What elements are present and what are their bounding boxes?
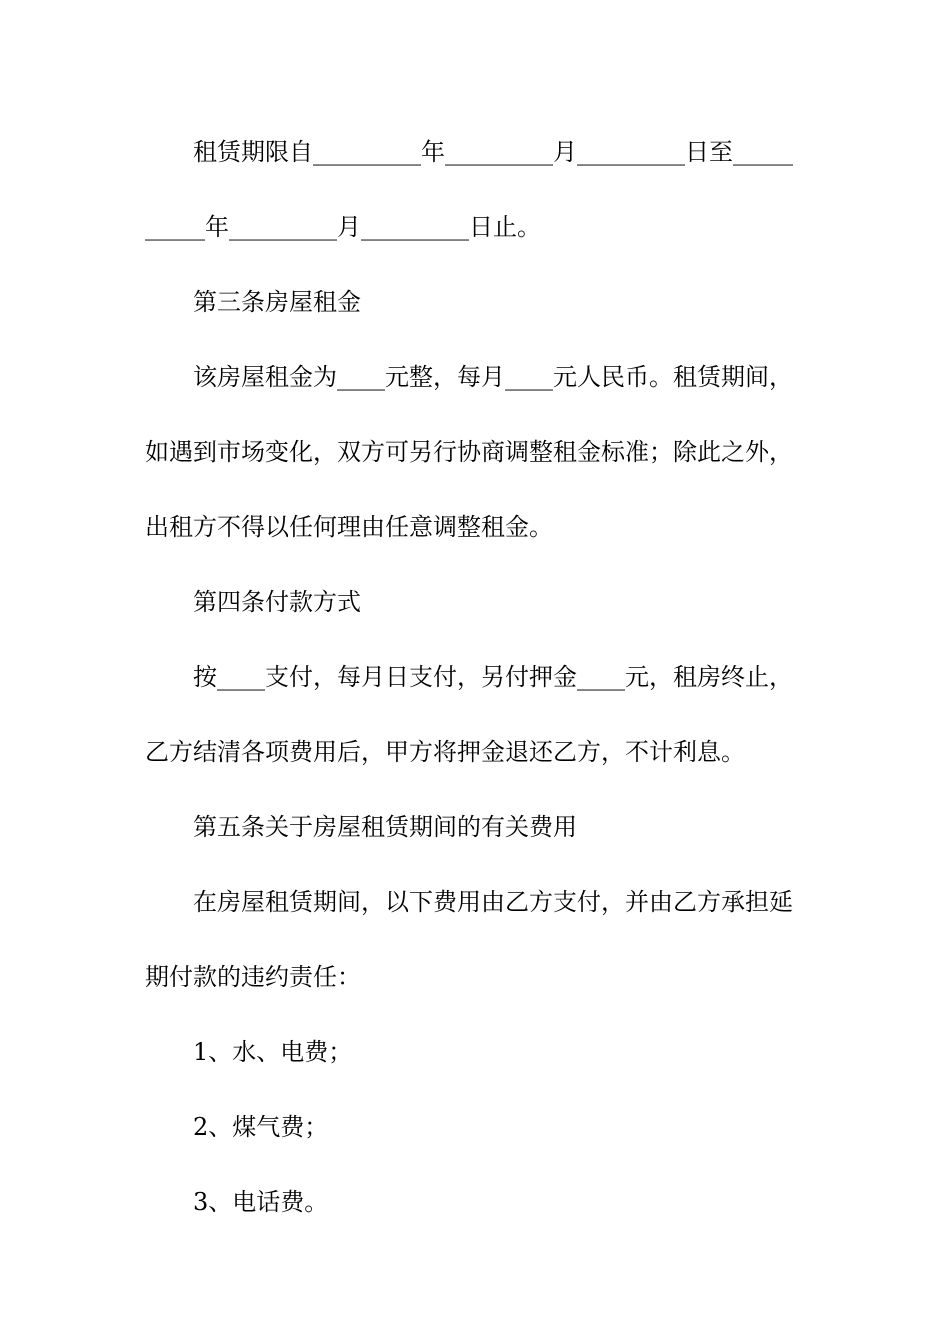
payment-paragraph-line-1: 按____支付，每月日支付，另付押金____元，租房终止， bbox=[193, 663, 793, 691]
fees-paragraph-line-1: 在房屋租赁期间，以下费用由乙方支付，并由乙方承担延 bbox=[193, 888, 793, 916]
fees-paragraph-line-2: 期付款的违约责任： bbox=[145, 963, 361, 991]
article-4-heading: 第四条付款方式 bbox=[193, 588, 361, 616]
article-3-heading: 第三条房屋租金 bbox=[193, 288, 361, 316]
lease-term-line-2: _____年_________月_________日止。 bbox=[145, 213, 541, 241]
payment-paragraph-line-2: 乙方结清各项费用后，甲方将押金退还乙方，不计利息。 bbox=[145, 738, 745, 766]
fee-item-3: 3、电话费。 bbox=[193, 1188, 329, 1216]
rent-paragraph-line-3: 出租方不得以任何理由任意调整租金。 bbox=[145, 513, 553, 541]
article-5-heading: 第五条关于房屋租赁期间的有关费用 bbox=[193, 813, 577, 841]
lease-term-line-1: 租赁期限自_________年_________月_________日至_____ bbox=[193, 138, 793, 166]
rent-paragraph-line-1: 该房屋租金为____元整，每月____元人民币。租赁期间， bbox=[193, 363, 793, 391]
fee-item-2: 2、煤气费； bbox=[193, 1113, 329, 1141]
rent-paragraph-line-2: 如遇到市场变化，双方可另行协商调整租金标准；除此之外， bbox=[145, 438, 793, 466]
fee-item-1: 1、水、电费； bbox=[193, 1038, 353, 1066]
